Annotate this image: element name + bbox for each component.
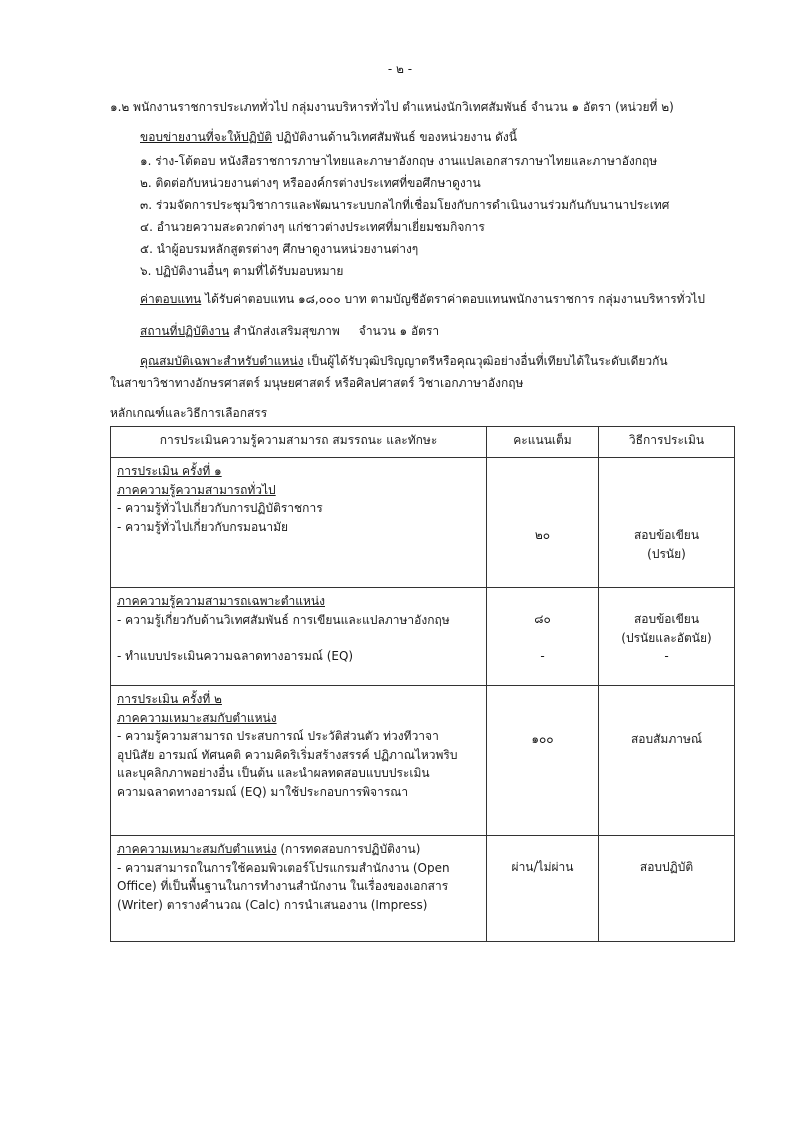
method-detail: (ปรนัยและอัตนัย) bbox=[621, 630, 712, 645]
duties-intro-text: ปฏิบัติงานด้านวิเทศสัมพันธ์ ของหน่วยงาน ดังนี้ bbox=[275, 130, 517, 144]
assessment-item: - ความรู้ทั่วไปเกี่ยวกับการปฏิบัติราชการ bbox=[117, 501, 323, 516]
score-cell bbox=[487, 836, 599, 942]
qualification-paragraph bbox=[140, 352, 740, 370]
section-heading bbox=[117, 840, 480, 859]
position-heading: ๑.๒ พนักงานราชการประเภททั่วไป กลุ่มงานบริหารทั่วไป ตำแหน่งนักวิเทศสัมพันธ์ จำนวน ๑ อัตรา (หน่วยที่ ๒) bbox=[110, 100, 674, 114]
table-row bbox=[111, 458, 735, 588]
assessment-item: - ความสามารถในการใช้คอมพิวเตอร์โปรแกรมสำนักงาน (Open bbox=[117, 860, 450, 875]
duties-list bbox=[140, 152, 740, 284]
duty-item: ๕. นำผู้อบรมหลักสูตรต่างๆ ศึกษาดูงานหน่วยงานต่างๆ bbox=[140, 242, 419, 256]
method-cell bbox=[599, 836, 735, 942]
place-text: สำนักส่งเสริมสุขภาพ จำนวน ๑ อัตรา bbox=[233, 324, 440, 338]
section-title: ภาคความเหมาะสมกับตำแหน่ง bbox=[117, 842, 277, 856]
score-value: - bbox=[540, 648, 545, 663]
score-cell bbox=[487, 458, 599, 588]
header-score: คะแนนเต็ม bbox=[487, 427, 599, 458]
score-value: ผ่าน/ไม่ผ่าน bbox=[511, 860, 574, 874]
pay-text: ได้รับค่าตอบแทน ๑๘,๐๐๐ บาท ตามบัญชีอัตราค่าตอบแทนพนักงานราชการ กลุ่มงานบริหารทั่วไป bbox=[205, 292, 705, 306]
duty-item: ๔. อำนวยความสะดวกต่างๆ แก่ชาวต่างประเทศที่มาเยี่ยมชมกิจการ bbox=[140, 220, 485, 234]
method-detail: (ปรนัย) bbox=[647, 546, 686, 561]
assessment-item: - ความรู้ความสามารถ ประสบการณ์ ประวัติส่วนตัว ท่วงทีวาจา bbox=[117, 729, 439, 744]
section-title: ภาคความรู้ความสามารถทั่วไป bbox=[117, 482, 276, 497]
criteria-table bbox=[110, 426, 735, 942]
assessment-cell bbox=[111, 588, 487, 686]
header-assessment: การประเมินความรู้ความสามารถ สมรรถนะ และทักษะ bbox=[111, 427, 487, 458]
header-method: วิธีการประเมิน bbox=[599, 427, 735, 458]
round-title: การประเมิน ครั้งที่ ๒ bbox=[117, 692, 222, 706]
assessment-cell bbox=[111, 686, 487, 836]
assessment-item: Office) ที่เป็นพื้นฐานในการทำงานสำนักงาน ในเรื่องของเอกสาร bbox=[117, 879, 449, 894]
method-value: สอบข้อเขียน bbox=[633, 612, 700, 626]
method-value: สอบปฏิบัติ bbox=[639, 860, 694, 874]
table-header-row bbox=[111, 427, 735, 458]
pay-label: ค่าตอบแทน bbox=[140, 292, 202, 306]
workplace-paragraph bbox=[140, 322, 780, 340]
assessment-item: - ความรู้เกี่ยวกับด้านวิเทศสัมพันธ์ การเขียนและแปลภาษาอังกฤษ bbox=[117, 612, 450, 627]
method-cell bbox=[599, 458, 735, 588]
method-cell bbox=[599, 588, 735, 686]
table-row bbox=[111, 588, 735, 686]
table-row bbox=[111, 836, 735, 942]
score-value: ๘๐ bbox=[534, 612, 551, 626]
pay-paragraph bbox=[140, 290, 780, 308]
qual-label: คุณสมบัติเฉพาะสำหรับตำแหน่ง bbox=[140, 354, 304, 368]
duties-intro bbox=[140, 128, 780, 146]
score-value: ๑๐๐ bbox=[531, 732, 554, 746]
section-title: ภาคความเหมาะสมกับตำแหน่ง bbox=[117, 710, 277, 725]
method-value: สอบสัมภาษณ์ bbox=[630, 732, 703, 746]
assessment-item: - ทำแบบประเมินความฉลาดทางอารมณ์ (EQ) bbox=[117, 649, 354, 664]
page-number: - ๒ - bbox=[387, 62, 413, 76]
method-value: สอบข้อเขียน bbox=[633, 528, 700, 542]
score-cell bbox=[487, 588, 599, 686]
round-title: การประเมิน ครั้งที่ ๑ bbox=[117, 464, 222, 478]
assessment-item: - ความรู้ทั่วไปเกี่ยวกับกรมอนามัย bbox=[117, 519, 289, 534]
duties-label: ขอบข่ายงานที่จะให้ปฏิบัติ bbox=[140, 130, 273, 144]
qualification-continuation: ในสาขาวิชาทางอักษรศาสตร์ มนุษยศาสตร์ หรือศิลปศาสตร์ วิชาเอกภาษาอังกฤษ bbox=[110, 376, 524, 390]
score-cell bbox=[487, 686, 599, 836]
method-value: - bbox=[664, 649, 669, 664]
duty-item: ๓. ร่วมจัดการประชุมวิชาการและพัฒนาระบบกลไกที่เชื่อมโยงกับการดำเนินงานร่วมกันกับนานาประเทศ bbox=[140, 198, 670, 212]
assessment-item: (Writer) ตารางคำนวณ (Calc) การนำเสนองาน (Impress) bbox=[117, 897, 428, 912]
criteria-title: หลักเกณฑ์และวิธีการเลือกสรร bbox=[110, 406, 268, 420]
duty-item: ๖. ปฏิบัติงานอื่นๆ ตามที่ได้รับมอบหมาย bbox=[140, 264, 344, 278]
table-row bbox=[111, 686, 735, 836]
assessment-cell bbox=[111, 458, 487, 588]
assessment-item: ความฉลาดทางอารมณ์ (EQ) มาใช้ประกอบการพิจารณา bbox=[117, 784, 409, 799]
score-value: ๒๐ bbox=[534, 528, 551, 542]
section-suffix: (การทดสอบการปฏิบัติงาน) bbox=[276, 842, 421, 856]
method-cell bbox=[599, 686, 735, 836]
assessment-item: อุปนิสัย อารมณ์ ทัศนคติ ความคิดริเริ่มสร้างสรรค์ ปฏิภาณไหวพริบ bbox=[117, 747, 458, 762]
section-title: ภาคความรู้ความสามารถเฉพาะตำแหน่ง bbox=[117, 594, 325, 608]
assessment-cell bbox=[111, 836, 487, 942]
duty-item: ๒. ติดต่อกับหน่วยงานต่างๆ หรือองค์กรต่างประเทศที่ขอศึกษาดูงาน bbox=[140, 176, 481, 190]
duty-item: ๑. ร่าง-โต้ตอบ หนังสือราชการภาษาไทยและภาษาอังกฤษ งานแปลเอกสารภาษาไทยและภาษาอังกฤษ bbox=[140, 154, 658, 168]
place-label: สถานที่ปฏิบัติงาน bbox=[140, 324, 230, 338]
qual-text: เป็นผู้ได้รับวุฒิปริญญาตรีหรือคุณวุฒิอย่างอื่นที่เทียบได้ในระดับเดียวกัน bbox=[307, 354, 668, 368]
assessment-item: และบุคลิกภาพอย่างอื่น เป็นต้น และนำผลทดสอบแบบประเมิน bbox=[117, 766, 430, 781]
